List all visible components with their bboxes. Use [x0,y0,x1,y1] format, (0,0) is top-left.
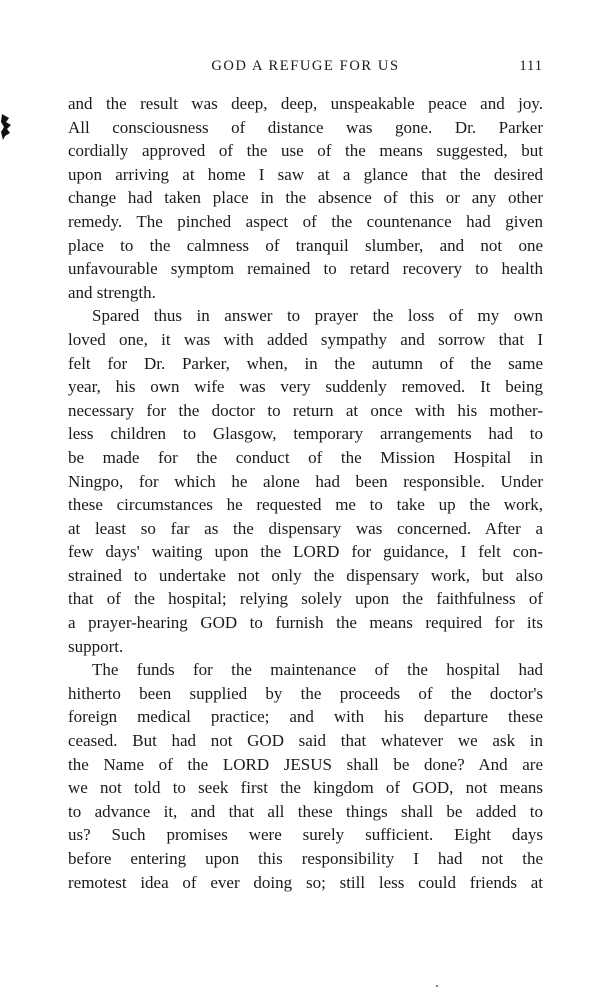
text-line-12: felt for Dr. Parker, when, in the autumn of the same [68,353,543,373]
text-line-21: strained to undertake not only the dispensary work, but also [68,565,543,585]
text-line-31: to advance it, and that all these things shall be added to [68,801,543,821]
text-line-20: few days' waiting upon the LORD for guidance, I felt con- [68,542,543,562]
body-text [68,92,543,894]
text-line-30: we not told to seek first the kingdom of GOD, not means [68,778,543,798]
text-line-16: be made for the conduct of the Mission Hospital in [68,447,543,467]
running-title: GOD A REFUGE FOR US [211,58,400,74]
text-line-23: a prayer-hearing GOD to furnish the means required for its [68,613,543,633]
text-line-24: support. [68,636,124,656]
text-line-15: less children to Glasgow, temporary arrangements had to [68,424,543,444]
text-line-2: All consciousness of distance was gone. Dr. Parker [68,117,543,137]
text-line-4: upon arriving at home I saw at a glance that the desired [68,164,543,184]
text-line-9: and strength. [68,282,156,302]
text-line-22: that of the hospital; relying solely upon the faithfulness of [68,589,543,609]
text-line-26: hitherto been supplied by the proceeds of the doctor's [68,683,543,703]
text-line-3: cordially approved of the use of the means suggested, but [68,141,543,161]
text-line-5: change had taken place in the absence of this or any other [68,188,543,208]
margin-ink-mark [0,112,12,142]
text-line-27: foreign medical practice; and with his departure these [68,707,543,727]
text-line-7: place to the calmness of tranquil slumber, and not one [68,235,543,255]
text-line-19: at least so far as the dispensary was concerned. After a [68,518,543,538]
page-number: 111 [519,58,543,74]
text-line-8: unfavourable symptom remained to retard recovery to health [68,259,543,279]
text-line-14: necessary for the doctor to return at once with his mother- [68,400,543,420]
text-line-29: the Name of the LORD JESUS shall be done? And are [68,754,543,774]
text-line-1: and the result was deep, deep, unspeakable peace and joy. [68,94,543,113]
text-line-10: Spared thus in answer to prayer the loss of my own [92,306,543,326]
text-line-34: remotest idea of ever doing so; still less could friends at [68,872,543,892]
text-line-13: year, his own wife was very suddenly removed. It being [68,377,543,397]
text-line-11: loved one, it was with added sympathy and sorrow that I [68,329,543,349]
text-line-6: remedy. The pinched aspect of the countenance had given [68,211,543,231]
paper-speck [436,985,438,987]
text-line-33: before entering upon this responsibility I had not the [68,849,543,868]
text-line-25: The funds for the maintenance of the hospital had [92,660,543,680]
text-line-28: ceased. But had not GOD said that whatever we ask in [68,731,543,751]
page-header [68,58,543,82]
text-line-32: us? Such promises were surely sufficient. Eight days [68,825,543,845]
text-line-17: Ningpo, for which he alone had been responsible. Under [68,471,543,491]
text-line-18: these circumstances he requested me to take up the work, [68,495,543,515]
